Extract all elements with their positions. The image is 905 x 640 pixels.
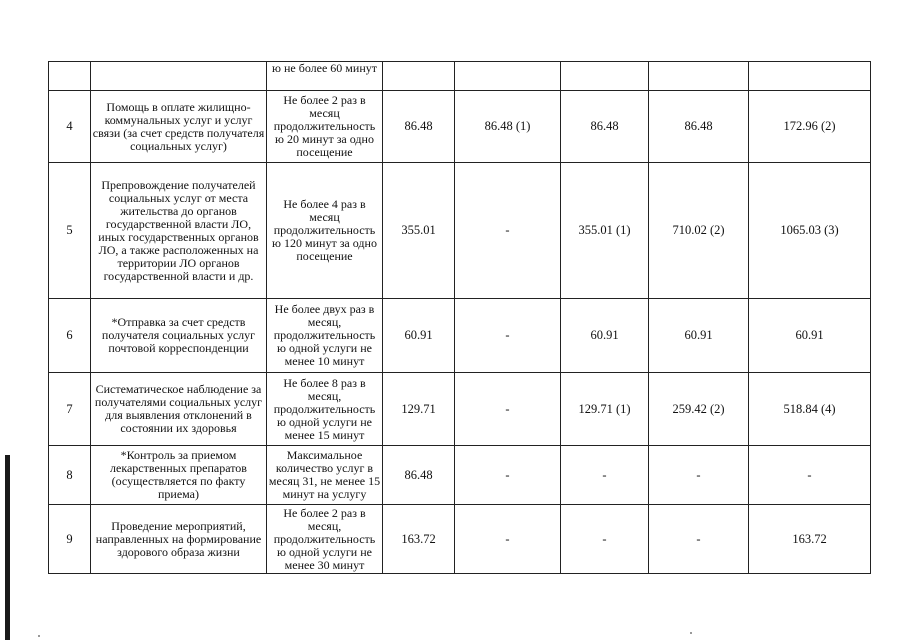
row-number: 6	[49, 299, 91, 373]
table-row	[49, 91, 871, 163]
price-col-1: 86.48	[383, 91, 455, 163]
price-col-5: 60.91	[749, 299, 871, 373]
service-norm: Не более 8 раз в месяц, продолжительность ю одной услуги не менее 15 минут	[267, 373, 383, 446]
table-row	[49, 373, 871, 446]
price-col-2: -	[455, 299, 561, 373]
price-col-4: 259.42 (2)	[649, 373, 749, 446]
price-col-3: -	[561, 505, 649, 574]
row-number: 8	[49, 446, 91, 505]
price-col-4: -	[649, 505, 749, 574]
service-name: Препровождение получателей социальных услуг от места жительства до органов государственной власти ЛО, иных государственных органов ЛО, а также расположенных на территории ЛО органов государственной власти и др.	[91, 163, 267, 299]
price-col-5: 1065.03 (3)	[749, 163, 871, 299]
price-col-4	[649, 62, 749, 91]
service-norm: Не более двух раз в месяц, продолжительность ю одной услуги не менее 10 минут	[267, 299, 383, 373]
price-col-5: 172.96 (2)	[749, 91, 871, 163]
price-col-3: 86.48	[561, 91, 649, 163]
price-col-5: 518.84 (4)	[749, 373, 871, 446]
price-col-2: -	[455, 373, 561, 446]
service-norm: Максимальное количество услуг в месяц 31, не менее 15 минут на услугу	[267, 446, 383, 505]
price-col-4: 86.48	[649, 91, 749, 163]
price-col-2: 86.48 (1)	[455, 91, 561, 163]
price-col-3	[561, 62, 649, 91]
price-col-4: 710.02 (2)	[649, 163, 749, 299]
service-norm: Не более 2 раз в месяц продолжительность ю 20 минут за одно посещение	[267, 91, 383, 163]
service-norm: ю не более 60 минут	[267, 62, 383, 91]
table-row	[49, 299, 871, 373]
service-name: *Контроль за приемом лекарственных препаратов (осуществляется по факту приема)	[91, 446, 267, 505]
table-body	[49, 62, 871, 574]
price-col-1: 129.71	[383, 373, 455, 446]
price-col-3: 355.01 (1)	[561, 163, 649, 299]
price-col-1	[383, 62, 455, 91]
service-name: Систематическое наблюдение за получателями социальных услуг для выявления отклонений в состоянии их здоровья	[91, 373, 267, 446]
row-number: 5	[49, 163, 91, 299]
row-number: 7	[49, 373, 91, 446]
service-norm: Не более 4 раз в месяц продолжительность ю 120 минут за одно посещение	[267, 163, 383, 299]
price-col-5: 163.72	[749, 505, 871, 574]
row-number: 4	[49, 91, 91, 163]
table-row	[49, 163, 871, 299]
price-col-4: 60.91	[649, 299, 749, 373]
scan-speck	[690, 632, 692, 634]
table-row	[49, 505, 871, 574]
price-col-5	[749, 62, 871, 91]
service-norm: Не более 2 раз в месяц, продолжительность ю одной услуги не менее 30 минут	[267, 505, 383, 574]
price-col-3: 60.91	[561, 299, 649, 373]
scan-speck	[38, 635, 40, 637]
row-number: 9	[49, 505, 91, 574]
price-col-3: -	[561, 446, 649, 505]
service-name: Проведение мероприятий, направленных на формирование здорового образа жизни	[91, 505, 267, 574]
price-col-3: 129.71 (1)	[561, 373, 649, 446]
price-col-2: -	[455, 505, 561, 574]
scan-artifact-bar	[5, 455, 10, 640]
table-row	[49, 446, 871, 505]
service-name: *Отправка за счет средств получателя социальных услуг почтовой корреспонденции	[91, 299, 267, 373]
price-col-1: 355.01	[383, 163, 455, 299]
price-col-1: 60.91	[383, 299, 455, 373]
price-col-5: -	[749, 446, 871, 505]
price-col-1: 163.72	[383, 505, 455, 574]
price-col-2: -	[455, 163, 561, 299]
table-row	[49, 62, 871, 91]
price-col-4: -	[649, 446, 749, 505]
row-number	[49, 62, 91, 91]
price-col-1: 86.48	[383, 446, 455, 505]
service-name	[91, 62, 267, 91]
services-table	[48, 61, 871, 574]
price-col-2: -	[455, 446, 561, 505]
price-col-2	[455, 62, 561, 91]
service-name: Помощь в оплате жилищно-коммунальных услуг и услуг связи (за счет средств получателя социальных услуг)	[91, 91, 267, 163]
